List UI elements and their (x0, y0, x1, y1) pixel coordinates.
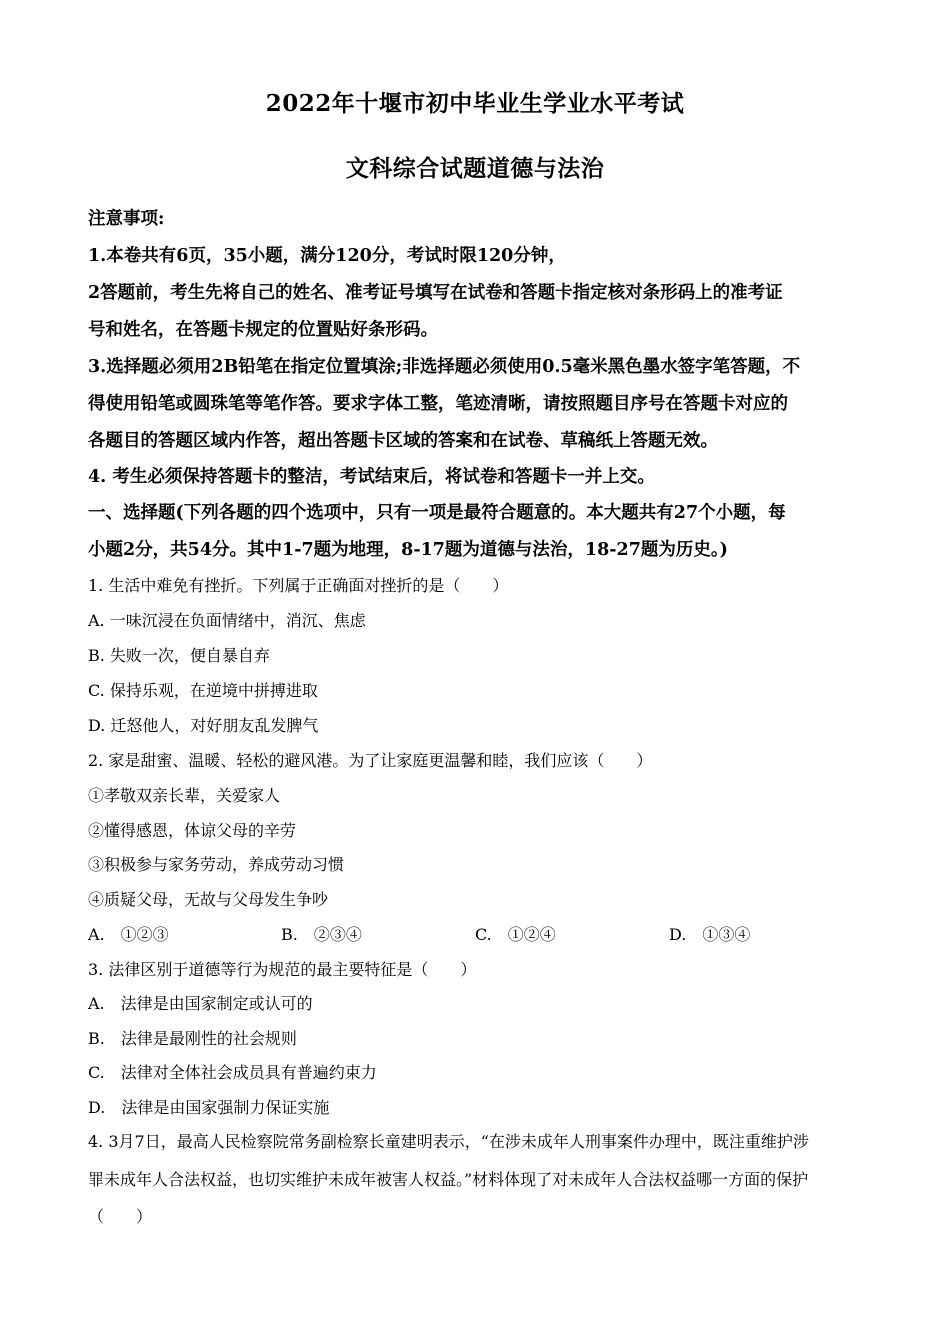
question-2-stem: 2. 家是甜蜜、温暖、轻松的避风港。为了让家庭更温馨和睦，我们应该（ ） (88, 751, 653, 770)
notice-heading: 注意事项: (88, 209, 165, 229)
question-1-option-a: A. 一味沉浸在负面情绪中，消沉、焦虑 (88, 611, 366, 630)
question-2-option-c: C. ①②④ (475, 925, 556, 944)
question-4-blank: （ ） (88, 1207, 153, 1226)
question-2-statement: ②懂得感恩，体谅父母的辛劳 (88, 821, 297, 840)
question-3-stem: 3. 法律区别于道德等行为规范的最主要特征是（ ） (88, 960, 477, 979)
notice-item: 各题目的答题区域内作答，超出答题卡区域的答案和在试卷、草稿纸上答题无效。 (88, 431, 718, 451)
question-2-option-d: D. ①③④ (669, 925, 751, 944)
question-1-option-d: D. 迁怒他人，对好朋友乱发脾气 (88, 716, 319, 735)
question-1-option-c: C. 保持乐观，在逆境中拼搏进取 (88, 681, 318, 700)
notice-item: 1.本卷共有6页，35小题，满分120分，考试时限120分钟， (88, 246, 566, 266)
question-2-statement: ①孝敬双亲长辈，关爱家人 (88, 786, 281, 805)
question-2-option-a: A. ①②③ (88, 925, 169, 944)
question-3-option-b: B. 法律是最刚性的社会规则 (88, 1029, 297, 1048)
question-3-option-d: D. 法律是由国家强制力保证实施 (88, 1098, 330, 1117)
question-2-statement: ③积极参与家务劳动，养成劳动习惯 (88, 855, 345, 874)
notice-item: 2答题前，考生先将自己的姓名、准考证号填写在试卷和答题卡指定核对条形码上的准考证 (88, 283, 783, 303)
section-heading: 一、选择题(下列各题的四个选项中，只有一项是最符合题意的。本大题共有27个小题，每 (88, 503, 786, 523)
question-2-statement: ④质疑父母，无故与父母发生争吵 (88, 890, 329, 909)
question-1-option-b: B. 失败一次，便自暴自弃 (88, 646, 270, 665)
question-2-options-row (88, 922, 868, 946)
notice-item: 4. 考生必须保持答题卡的整洁，考试结束后，将试卷和答题卡一并上交。 (88, 467, 655, 487)
question-2-option-b: B. ②③④ (281, 925, 362, 944)
notice-item: 号和姓名，在答题卡规定的位置贴好条形码。 (88, 320, 438, 340)
section-heading-cont: 小题2分，共54分。其中1-7题为地理，8-17题为道德与法治，18-27题为历史。) (88, 540, 728, 560)
notice-item: 得使用铅笔或圆珠笔等笔作答。要求字体工整，笔迹清晰，请按照题目序号在答题卡对应的 (88, 394, 788, 414)
question-4-stem-cont: 罪未成年人合法权益，也切实维护未成年被害人权益。”材料体现了对未成年人合法权益哪一方面的保护 (88, 1170, 809, 1189)
question-1-stem: 1. 生活中难免有挫折。下列属于正确面对挫折的是（ ） (88, 576, 509, 595)
question-4-stem: 4. 3月7日，最高人民检察院常务副检察长童建明表示，“在涉未成年人刑事案件办理中，既注重维护涉 (88, 1132, 809, 1151)
question-3-option-c: C. 法律对全体社会成员具有普遍约束力 (88, 1063, 377, 1082)
question-3-option-a: A. 法律是由国家制定或认可的 (88, 994, 313, 1013)
exam-title: 2022年十堰市初中毕业生学业水平考试 (265, 90, 685, 117)
notice-item: 3.选择题必须用2B铅笔在指定位置填涂;非选择题必须使用0.5毫米黑色墨水签字笔答题，不 (88, 357, 801, 377)
exam-subtitle: 文科综合试题道德与法治 (345, 155, 605, 182)
